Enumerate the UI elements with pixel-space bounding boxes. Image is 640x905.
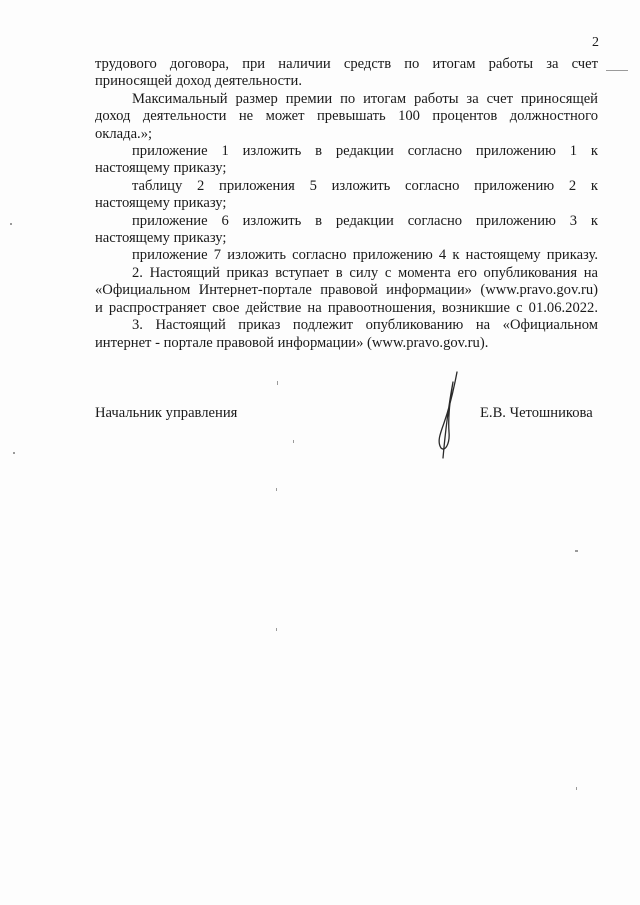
scan-artifact: [276, 628, 277, 631]
text-line: приложение 7 изложить согласно приложению 4 к настоящему приказу.: [132, 247, 598, 264]
text-line: приложение 6 изложить в редакции согласно приложению 3 к: [132, 212, 598, 229]
scan-artifact: [276, 488, 277, 491]
text-line: 3. Настоящий приказ подлежит опубликованию на «Официальном: [132, 317, 598, 334]
scan-artifact: [10, 223, 12, 225]
handwritten-signature: [422, 368, 472, 468]
text-line: настоящему приказу;: [95, 230, 227, 247]
text-line: оклада.»;: [95, 125, 153, 142]
text-line: Максимальный размер премии по итогам работы за счет приносящей: [132, 90, 598, 107]
body-text: [95, 56, 598, 352]
scan-artifact: [293, 440, 294, 443]
scan-artifact: [277, 381, 278, 385]
scan-artifact: [576, 787, 577, 790]
text-line: 2. Настоящий приказ вступает в силу с момента его опубликования на: [132, 264, 598, 281]
scan-artifact: [13, 452, 15, 454]
text-line: приложение 1 изложить в редакции согласно приложению 1 к: [132, 143, 598, 160]
text-line: таблицу 2 приложения 5 изложить согласно приложению 2 к: [132, 177, 598, 194]
text-line: приносящей доход деятельности.: [95, 73, 302, 90]
scan-artifact: [606, 70, 628, 71]
text-line: настоящему приказу;: [95, 195, 227, 212]
scan-artifact: [575, 550, 578, 552]
text-line: и распространяет свое действие на правоотношения, возникшие с 01.06.2022.: [95, 299, 598, 316]
page-number: 2: [592, 35, 599, 50]
signer-name: Е.В. Четошникова: [480, 405, 593, 421]
text-line: доход деятельности не может превышать 100 процентов должностного: [95, 108, 598, 125]
text-line: настоящему приказу;: [95, 160, 227, 177]
text-line: трудового договора, при наличии средств по итогам работы за счет: [95, 56, 598, 72]
text-line: «Официальном Интернет-портале правовой информации» (www.pravo.gov.ru): [95, 282, 598, 299]
signer-title: Начальник управления: [95, 405, 238, 421]
text-line: интернет - портале правовой информации» (www.pravo.gov.ru).: [95, 334, 489, 351]
